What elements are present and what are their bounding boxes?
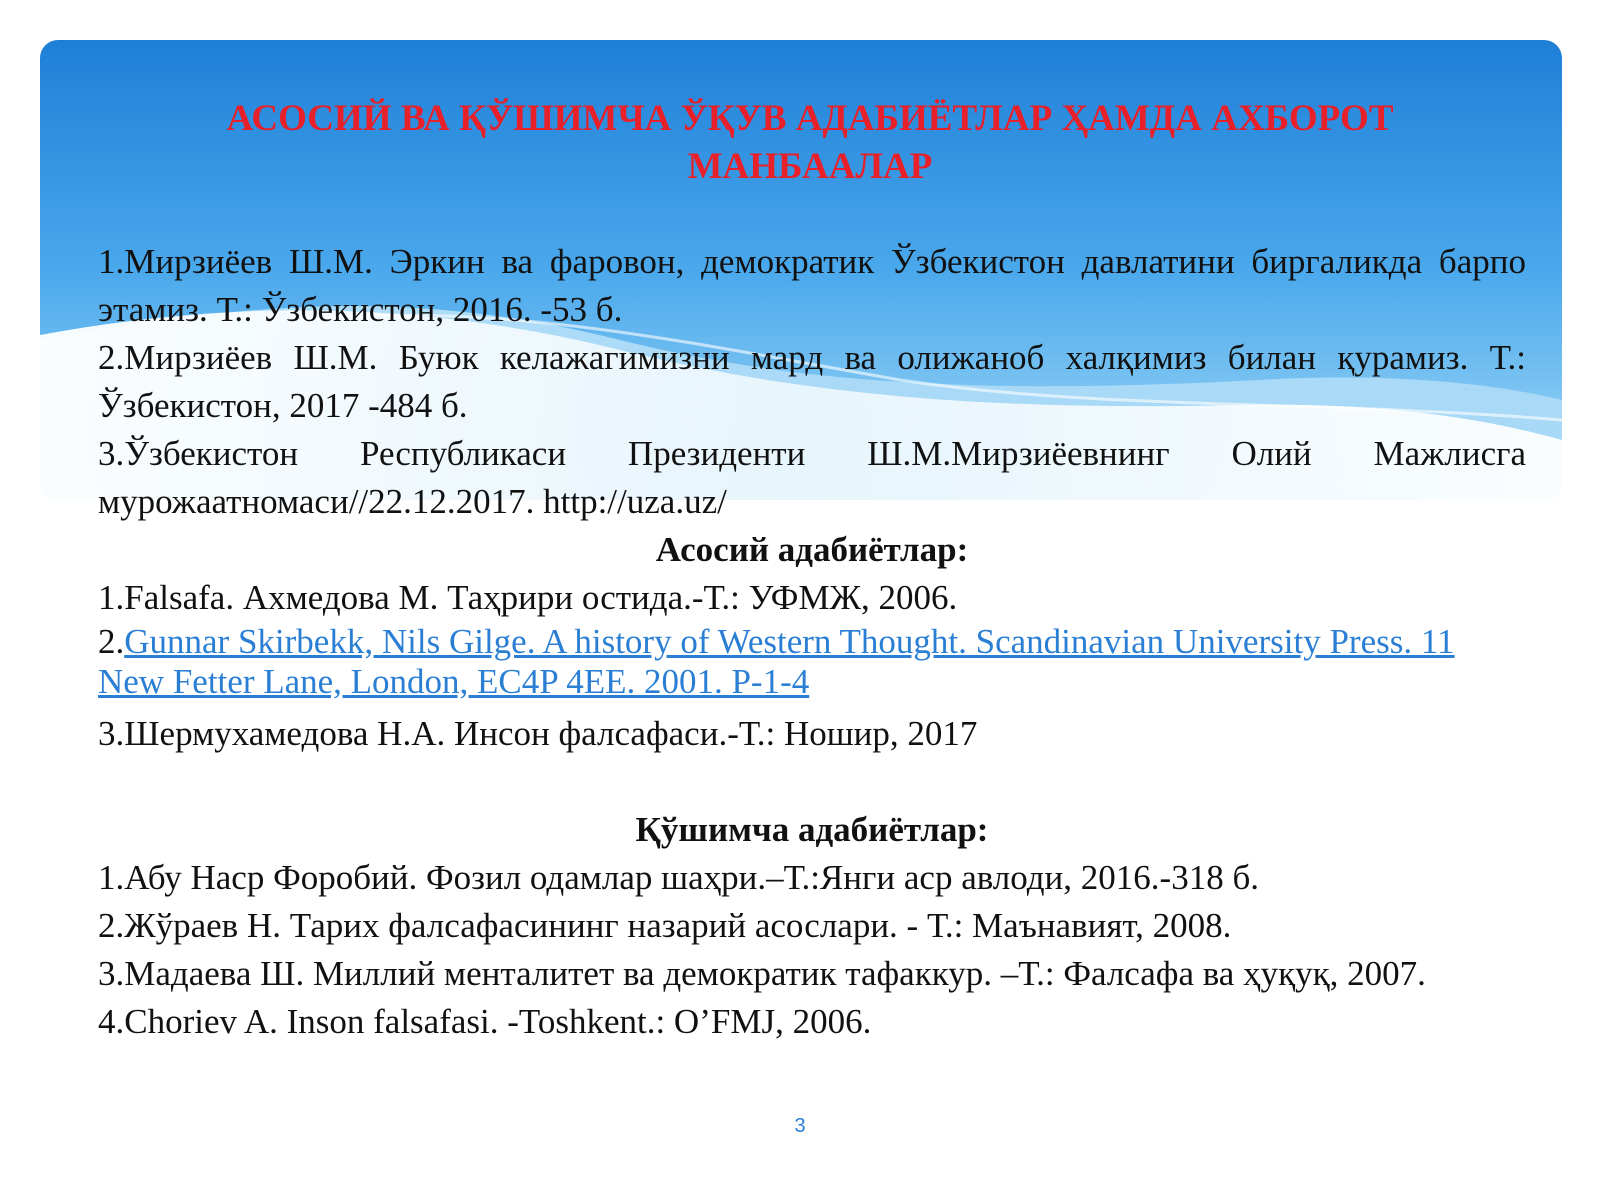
slide-title: АСОСИЙ ВА ҚЎШИМЧА ЎҚУВ АДАБИЁТЛАР ҲАМДА АХБОРОТ МАНБААЛАР bbox=[226, 98, 1394, 187]
main-literature-heading: Асосий адабиётлар: bbox=[655, 530, 969, 569]
spacer bbox=[98, 758, 1526, 806]
intro-ref-3: 3.Ўзбекистон Республикаси Президенти Ш.М.Мирзиёевнинг Олий Мажлисга мурожаатномаси//22.12.2017. http://uza.uz/ bbox=[98, 434, 1526, 521]
main-ref-2 bbox=[98, 622, 1526, 710]
extra-ref-2: 2.Жўраев Н. Тарих фалсафасининг назарий асослари. - Т.: Маънавият, 2008. bbox=[98, 906, 1232, 945]
extra-ref-3: 3.Мадаева Ш. Миллий менталитет ва демократик тафаккур. –Т.: Фалсафа ва ҳуқуқ, 2007. bbox=[98, 954, 1426, 993]
main-ref-2-prefix: 2. bbox=[98, 622, 125, 661]
additional-literature-heading: Қўшимча адабиётлар: bbox=[635, 810, 989, 849]
intro-ref-2: 2.Мирзиёев Ш.М. Буюк келажагимизни мард ва олижаноб халқимиз билан қурамиз. Т.: Ўзбекистон, 2017 -484 б. bbox=[98, 338, 1526, 425]
intro-ref-1: 1.Мирзиёев Ш.М. Эркин ва фаровон, демократик Ўзбекистон давлатини биргаликда барпо этамиз. Т.: Ўзбекистон, 2016. -53 б. bbox=[98, 242, 1526, 329]
main-ref-1: 1.Falsafa. Ахмедова М. Таҳрири остида.-Т.: УФМЖ, 2006. bbox=[98, 578, 958, 617]
page-number: 3 bbox=[794, 1115, 806, 1137]
extra-ref-4: 4.Choriev A. Inson falsafasi. -Toshkent.: O’FMJ, 2006. bbox=[98, 1002, 872, 1041]
extra-ref-1: 1.Абу Наср Форобий. Фозил одамлар шаҳри.–Т.:Янги аср авлоди, 2016.-318 б. bbox=[98, 858, 1259, 897]
references-body bbox=[98, 238, 1526, 1046]
main-ref-3: 3.Шермухамедова Н.А. Инсон фалсафаси.-Т.: Ношир, 2017 bbox=[98, 714, 978, 753]
main-ref-2-link[interactable]: Gunnar Skirbekk, Nils Gilge. A history of Western Thought. Scandinavian University Press. 11 New Fetter Lane, London, EC4P 4EE. 2001. P-1-4 bbox=[98, 622, 1455, 701]
